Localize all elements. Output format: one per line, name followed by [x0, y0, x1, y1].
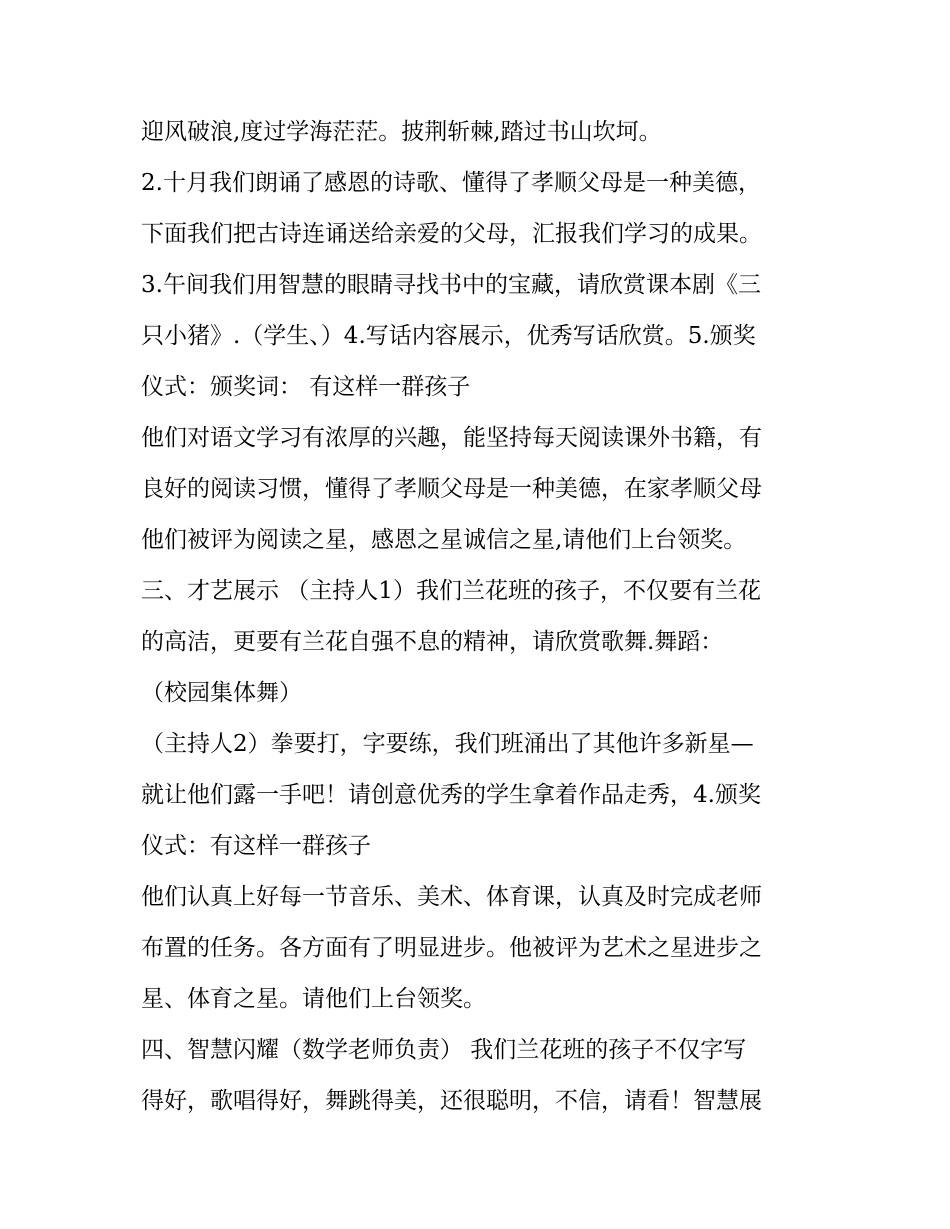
text-line: 2.十月我们朗诵了感恩的诗歌、懂得了孝顺父母是一种美德， [141, 170, 761, 196]
text-line: 布置的任务。各方面有了明显进步。他被评为艺术之星进步之 [141, 935, 762, 961]
text-line: 迎风破浪,度过学海茫茫。披荆斩棘,踏过书山坎坷。 [141, 119, 662, 145]
document-body [141, 107, 821, 1127]
text-line: 得好，歌唱得好，舞跳得美，还很聪明，不信，请看！智慧展 [141, 1088, 762, 1114]
text-line: 他们认真上好每一节音乐、美术、体育课，认真及时完成老师 [141, 884, 762, 910]
text-line: （主持人2）拳要打，字要练，我们班涌出了其他许多新星— [141, 731, 754, 757]
text-line: 下面我们把古诗连诵送给亲爱的父母，汇报我们学习的成果。 [141, 221, 762, 247]
text-line: 仪式：有这样一群孩子 [141, 833, 371, 859]
text-line: 只小猪》.（学生、）4.写话内容展示，优秀写话欣赏。5.颁奖 [141, 323, 756, 349]
text-line: 就让他们露一手吧！请创意优秀的学生拿着作品走秀，4.颁奖 [141, 782, 761, 808]
text-line: 仪式：颁奖词： 有这样一群孩子 [141, 374, 471, 400]
text-line: 他们对语文学习有浓厚的兴趣，能坚持每天阅读课外书籍，有 [141, 425, 762, 451]
text-line: 良好的阅读习惯，懂得了孝顺父母是一种美德，在家孝顺父母 [141, 476, 762, 502]
text-line: 三、才艺展示 （主持人1）我们兰花班的孩子，不仅要有兰花 [141, 578, 761, 604]
text-line: （校园集体舞） [141, 680, 302, 706]
text-line: 他们被评为阅读之星，感恩之星诚信之星,请他们上台领奖。 [141, 527, 747, 553]
text-line: 四、智慧闪耀（数学老师负责） 我们兰花班的孩子不仅字写 [141, 1037, 747, 1063]
text-line: 3.午间我们用智慧的眼睛寻找书中的宝藏，请欣赏课本剧《三 [141, 272, 761, 298]
text-line: 星、体育之星。请他们上台领奖。 [141, 986, 486, 1012]
text-line: 的高洁，更要有兰花自强不息的精神，请欣赏歌舞.舞蹈： [141, 629, 724, 655]
